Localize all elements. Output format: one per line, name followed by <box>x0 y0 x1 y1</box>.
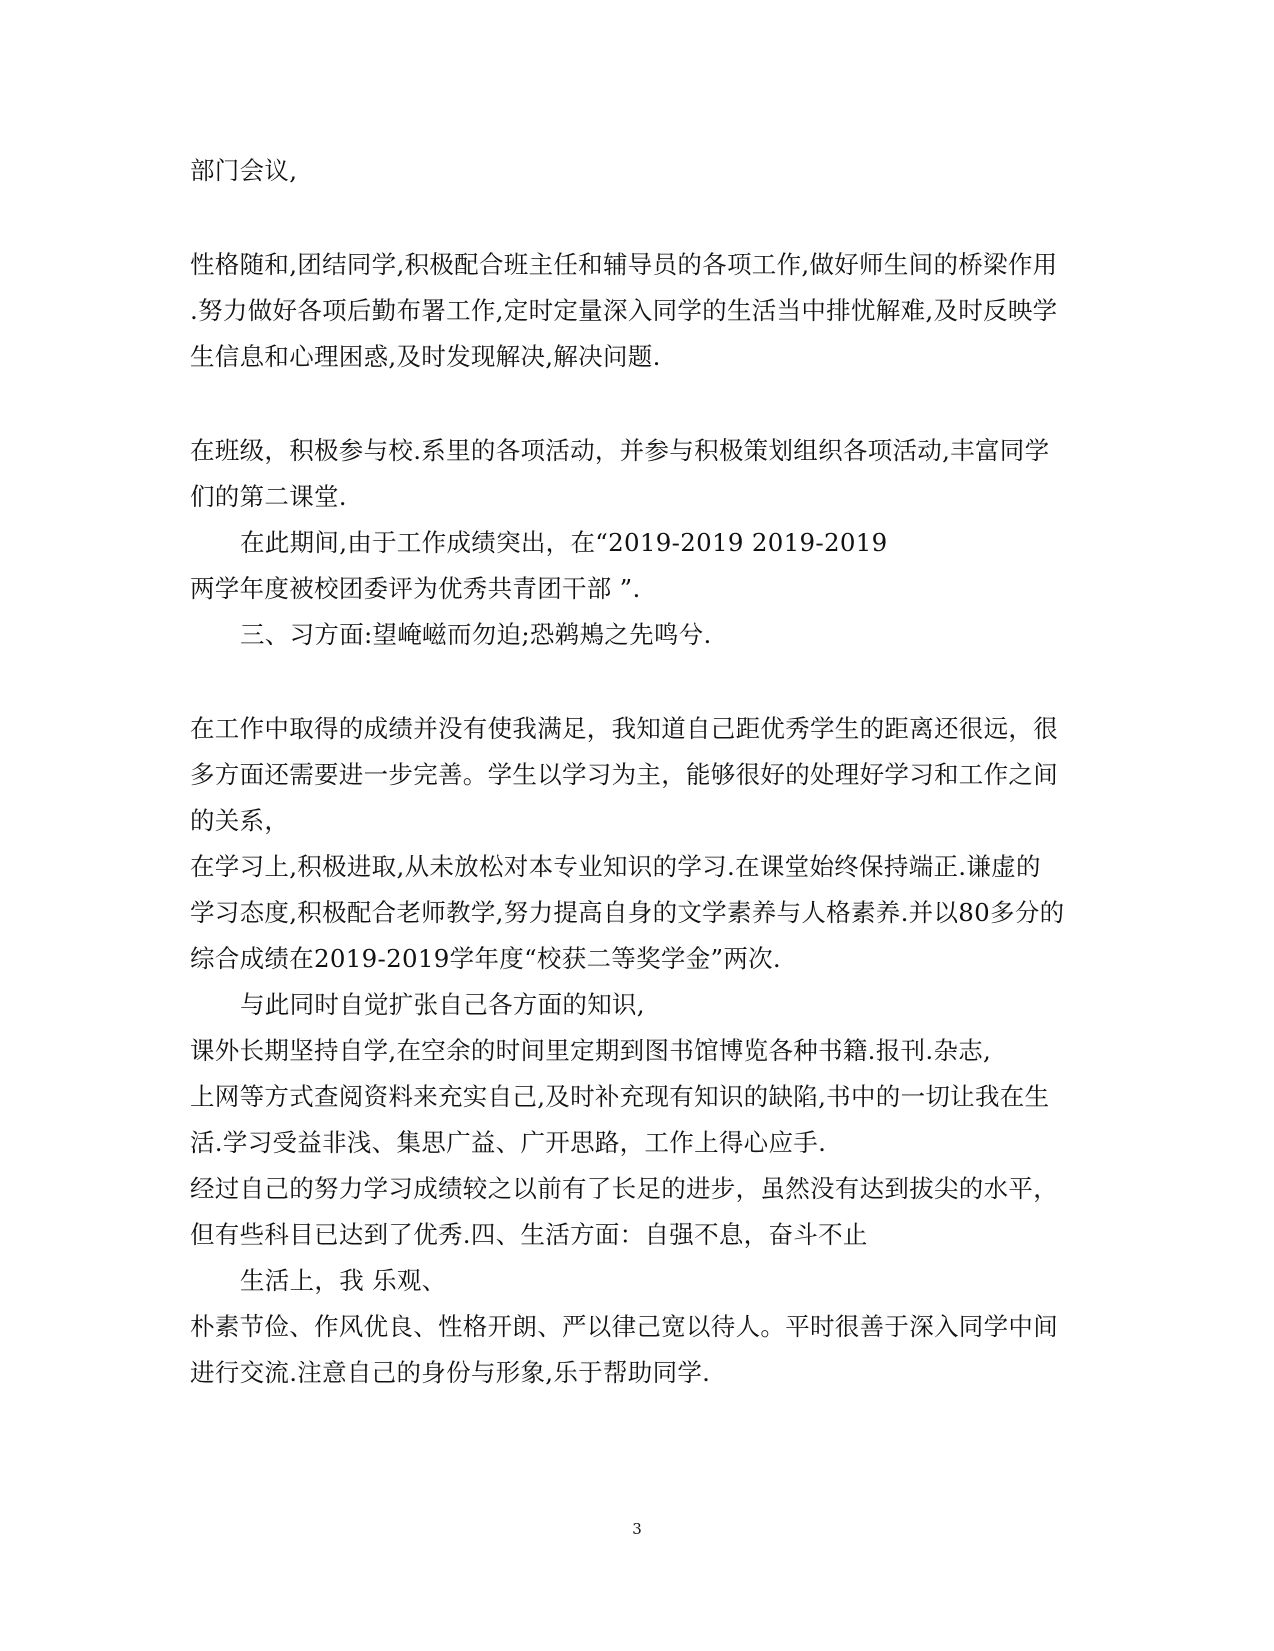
text-line: 三、习方面:望崦嵫而勿迫;恐鹈鴂之先鸣兮. <box>240 620 712 649</box>
text-line: 课外长期坚持自学,在空余的时间里定期到图书馆博览各种书籍.报刊.杂志, <box>190 1036 992 1065</box>
text-line: 与此同时自觉扩张自己各方面的知识, <box>240 990 645 1019</box>
text-line: 在学习上,积极进取,从未放松对本专业知识的学习.在课堂始终保持端正.谦虚的 <box>190 852 1041 881</box>
text-line: 两学年度被校团委评为优秀共青团干部 ”. <box>190 574 641 603</box>
text-line: 在班级，积极参与校.系里的各项活动，并参与积极策划组织各项活动,丰富同学 <box>190 436 1050 465</box>
text-line: 经过自己的努力学习成绩较之以前有了长足的进步，虽然没有达到拔尖的水平， <box>190 1174 1058 1203</box>
text-line: 生信息和心理困惑,及时发现解决,解决问题. <box>190 342 661 371</box>
text-line: 的关系， <box>190 806 290 835</box>
text-line: 们的第二课堂. <box>190 482 347 511</box>
text-line: 活.学习受益非浅、集思广益、广开思路，工作上得心应手. <box>190 1128 827 1157</box>
text-line: 朴素节俭、作风优良、性格开朗、严以律己宽以待人。平时很善于深入同学中间 <box>190 1312 1058 1341</box>
text-line: 学习态度,积极配合老师教学,努力提高自身的文学素养与人格素养.并以80多分的 <box>190 898 1065 927</box>
text-line: 生活上，我 乐观、 <box>240 1266 447 1295</box>
text-line: 在工作中取得的成绩并没有使我满足，我知道自己距优秀学生的距离还很远，很 <box>190 714 1058 743</box>
text-line: 上网等方式查阅资料来充实自己,及时补充现有知识的缺陷,书中的一切让我在生 <box>190 1082 1050 1111</box>
text-line: 进行交流.注意自己的身份与形象,乐于帮助同学. <box>190 1358 711 1387</box>
text-line: .努力做好各项后勤布署工作,定时定量深入同学的生活当中排忧解难,及时反映学 <box>190 296 1058 325</box>
text-line: 多方面还需要进一步完善。学生以学习为主，能够很好的处理好学习和工作之间 <box>190 760 1058 789</box>
text-line: 部门会议, <box>190 156 298 185</box>
text-line: 性格随和,团结同学,积极配合班主任和辅导员的各项工作,做好师生间的桥梁作用 <box>190 250 1058 279</box>
page-number: 3 <box>632 1520 642 1538</box>
text-line: 综合成绩在2019-2019学年度“校获二等奖学金”两次. <box>190 944 782 973</box>
text-line: 但有些科目已达到了优秀.四、生活方面：自强不息，奋斗不止 <box>190 1220 868 1249</box>
text-line: 在此期间,由于工作成绩突出，在“2019-2019 2019-2019 <box>240 528 888 557</box>
